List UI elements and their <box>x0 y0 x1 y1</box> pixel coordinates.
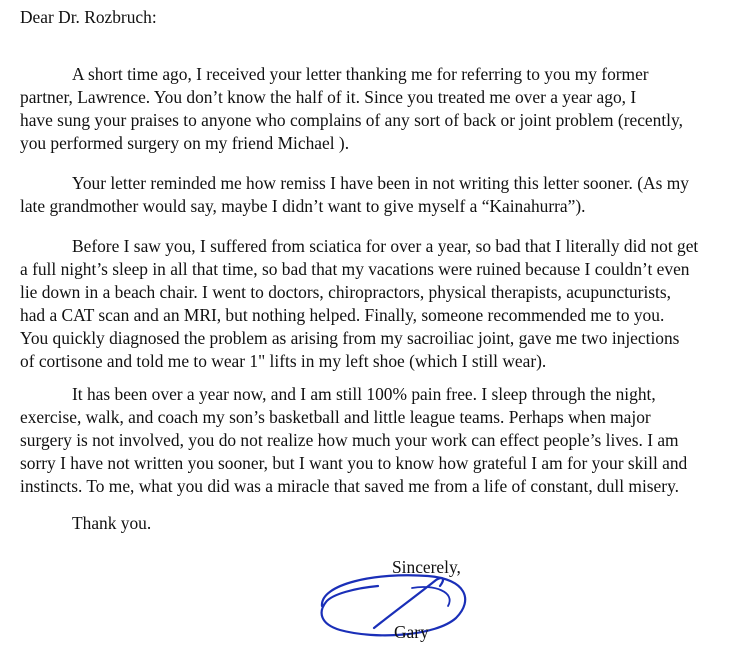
paragraph-2 <box>20 172 720 218</box>
paragraph-line: late grandmother would say, maybe I didn’t want to give myself a “Kainahurra”). <box>20 196 586 216</box>
paragraph-line: You quickly diagnosed the problem as arising from my sacroiliac joint, gave me two injections <box>20 328 680 348</box>
paragraph-1 <box>20 63 720 155</box>
paragraph-4 <box>20 383 720 498</box>
paragraph-line: It has been over a year now, and I am still 100% pain free. I sleep through the night, <box>72 384 656 404</box>
signature-stroke <box>412 587 450 606</box>
paragraph-line: had a CAT scan and an MRI, but nothing helped. Finally, someone recommended me to you. <box>20 305 665 325</box>
paragraph-line: Your letter reminded me how remiss I have been in not writing this letter sooner. (As my <box>72 173 689 193</box>
thank-you-line: Thank you. <box>72 513 152 533</box>
paragraph-line: instincts. To me, what you did was a miracle that saved me from a life of constant, dull misery. <box>20 476 679 496</box>
signer-name: Gary <box>394 622 429 642</box>
paragraph-line: surgery is not involved, you do not realize how much your work can effect people’s lives. I am <box>20 430 679 450</box>
paragraph-line: a full night’s sleep in all that time, so bad that my vacations were ruined because I couldn’t even <box>20 259 690 279</box>
paragraph-line: have sung your praises to anyone who complains of any sort of back or joint problem (recently, <box>20 110 683 130</box>
paragraph-3 <box>20 235 720 373</box>
paragraph-line: exercise, walk, and coach my son’s basketball and little league teams. Perhaps when major <box>20 407 651 427</box>
salutation: Dear Dr. Rozbruch: <box>20 7 157 27</box>
paragraph-line: sorry I have not written you sooner, but I want you to know how grateful I am for your skill and <box>20 453 688 473</box>
paragraph-line: A short time ago, I received your letter thanking me for referring to you my former <box>72 64 649 84</box>
closing: Sincerely, <box>392 557 461 577</box>
paragraph-line: you performed surgery on my friend Michael ). <box>20 133 350 153</box>
paragraph-line: lie down in a beach chair. I went to doctors, chiropractors, physical therapists, acupuncturists, <box>20 282 671 302</box>
paragraph-line: of cortisone and told me to wear 1" lifts in my left shoe (which I still wear). <box>20 351 547 371</box>
paragraph-line: partner, Lawrence. You don’t know the half of it. Since you treated me over a year ago, I <box>20 87 637 107</box>
paragraph-line: Before I saw you, I suffered from sciatica for over a year, so bad that I literally did not get <box>72 236 699 256</box>
